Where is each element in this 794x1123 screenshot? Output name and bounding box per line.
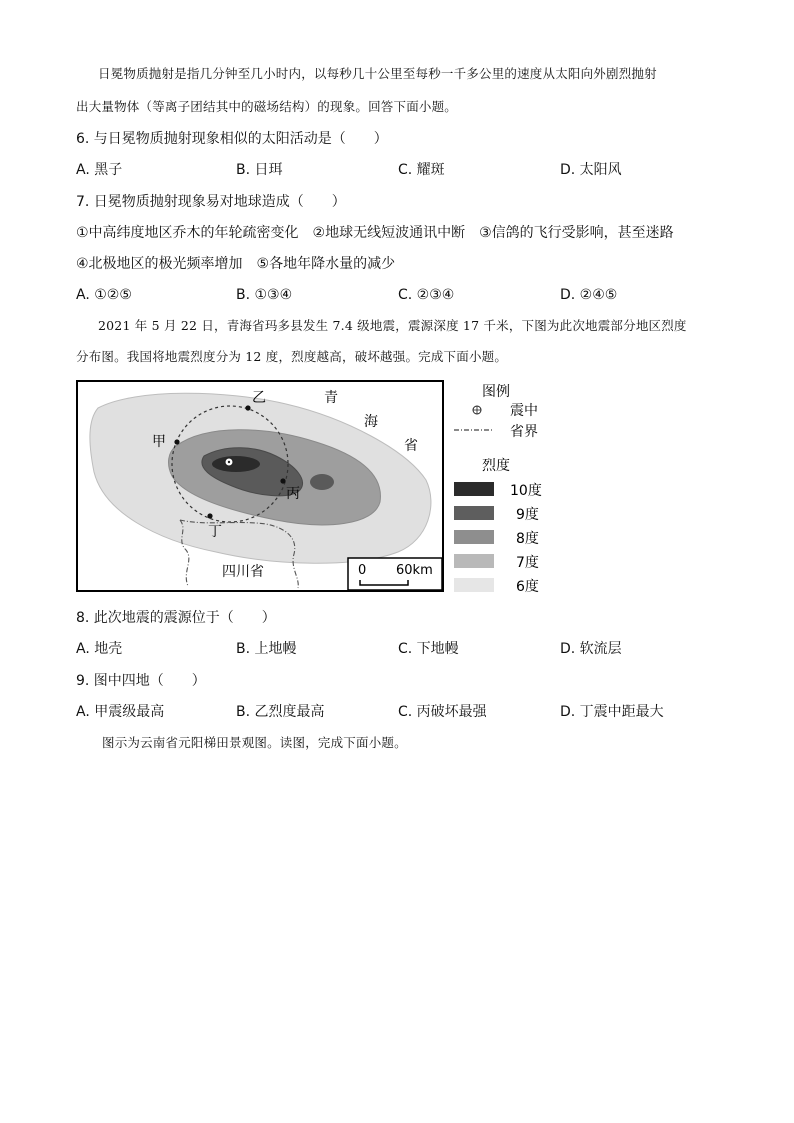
q9-option-d[interactable]: D. 丁震中距最大 <box>560 704 664 720</box>
legend-swatch-0 <box>454 482 494 496</box>
legend-boundary-label: 省界 <box>510 424 538 440</box>
q8-option-b[interactable]: B. 上地幔 <box>236 641 297 657</box>
q8-option-d[interactable]: D. 软流层 <box>560 641 622 657</box>
q7-option-c[interactable]: C. ②③④ <box>398 287 455 303</box>
legend-swatch-4 <box>454 578 494 592</box>
intensity-zone-10 <box>212 456 260 472</box>
intro1-line1: 日冕物质抛射是指几分钟至几小时内，以每秒几十公里至每秒一千多公里的速度从太阳向外剧烈抛射 <box>98 66 657 81</box>
map-legend <box>452 380 572 594</box>
q6-option-d[interactable]: D. 太阳风 <box>560 162 622 178</box>
legend-swatch-label-1: 9度 <box>516 507 539 523</box>
label-yi: 乙 <box>252 390 266 406</box>
q6-option-a[interactable]: A. 黑子 <box>76 162 123 178</box>
label-hai: 海 <box>364 414 378 430</box>
q8-option-c[interactable]: C. 下地幔 <box>398 641 459 657</box>
intensity-patch-9 <box>310 474 334 490</box>
point-jia <box>174 439 179 444</box>
scale-distance: 60km <box>396 563 433 578</box>
intro2-line2: 分布图。我国将地震烈度分为 12 度，烈度越高，破坏越强。完成下面小题。 <box>76 349 508 364</box>
q6-option-c[interactable]: C. 耀斑 <box>398 162 445 178</box>
intensity-map-svg <box>76 380 444 592</box>
legend-swatch-label-2: 8度 <box>516 531 539 547</box>
q9-option-a[interactable]: A. 甲震级最高 <box>76 704 165 720</box>
point-bing <box>280 478 285 483</box>
legend-swatch-1 <box>454 506 494 520</box>
q8-stem: 8. 此次地震的震源位于（ ） <box>76 610 276 626</box>
q9-option-b[interactable]: B. 乙烈度最高 <box>236 704 325 720</box>
legend-swatch-label-3: 7度 <box>516 555 539 571</box>
legend-swatch-label-0: 10度 <box>510 483 542 499</box>
q6-stem: 6. 与日冕物质抛射现象相似的太阳活动是（ ） <box>76 131 388 147</box>
legend-swatch-2 <box>454 530 494 544</box>
q7-option-d[interactable]: D. ②④⑤ <box>560 287 618 303</box>
label-jia: 甲 <box>152 434 166 450</box>
legend-swatch-label-4: 6度 <box>516 579 539 594</box>
intro1-line2: 出大量物体（等离子团结其中的磁场结构）的现象。回答下面小题。 <box>76 99 458 114</box>
intro2-line1: 2021 年 5 月 22 日，青海省玛多县发生 7.4 级地震，震源深度 17 千米，下图为此次地震部分地区烈度 <box>98 318 687 333</box>
q6-option-b[interactable]: B. 日珥 <box>236 162 283 178</box>
q7-statements-line2: ④北极地区的极光频率增加 ⑤各地年降水量的减少 <box>76 256 396 272</box>
intro3-line1: 图示为云南省元阳梯田景观图。读图，完成下面小题。 <box>102 735 407 750</box>
intensity-map <box>76 380 444 592</box>
legend-swatch-3 <box>454 554 494 568</box>
legend-epicenter-label: 震中 <box>510 403 538 419</box>
q9-option-c[interactable]: C. 丙破坏最强 <box>398 704 487 720</box>
point-yi <box>245 405 250 410</box>
label-sheng: 省 <box>404 438 418 454</box>
label-sichuan: 四川省 <box>222 564 264 580</box>
point-ding <box>207 513 212 518</box>
legend-svg <box>452 380 572 594</box>
scale-zero: 0 <box>358 563 367 578</box>
q7-statements-line1: ①中高纬度地区乔木的年轮疏密变化 ②地球无线短波通讯中断 ③信鸽的飞行受影响，甚至迷路 <box>76 225 674 241</box>
q8-option-a[interactable]: A. 地壳 <box>76 641 123 657</box>
label-bing: 丙 <box>286 486 300 502</box>
q7-option-a[interactable]: A. ①②⑤ <box>76 287 132 303</box>
legend-title: 图例 <box>482 384 510 400</box>
legend-intensity-title: 烈度 <box>482 458 510 474</box>
label-qing: 青 <box>324 390 338 406</box>
q7-stem: 7. 日冕物质抛射现象易对地球造成（ ） <box>76 194 346 210</box>
q9-stem: 9. 图中四地（ ） <box>76 673 206 689</box>
label-ding: 丁 <box>208 524 222 540</box>
q7-option-b[interactable]: B. ①③④ <box>236 287 293 303</box>
